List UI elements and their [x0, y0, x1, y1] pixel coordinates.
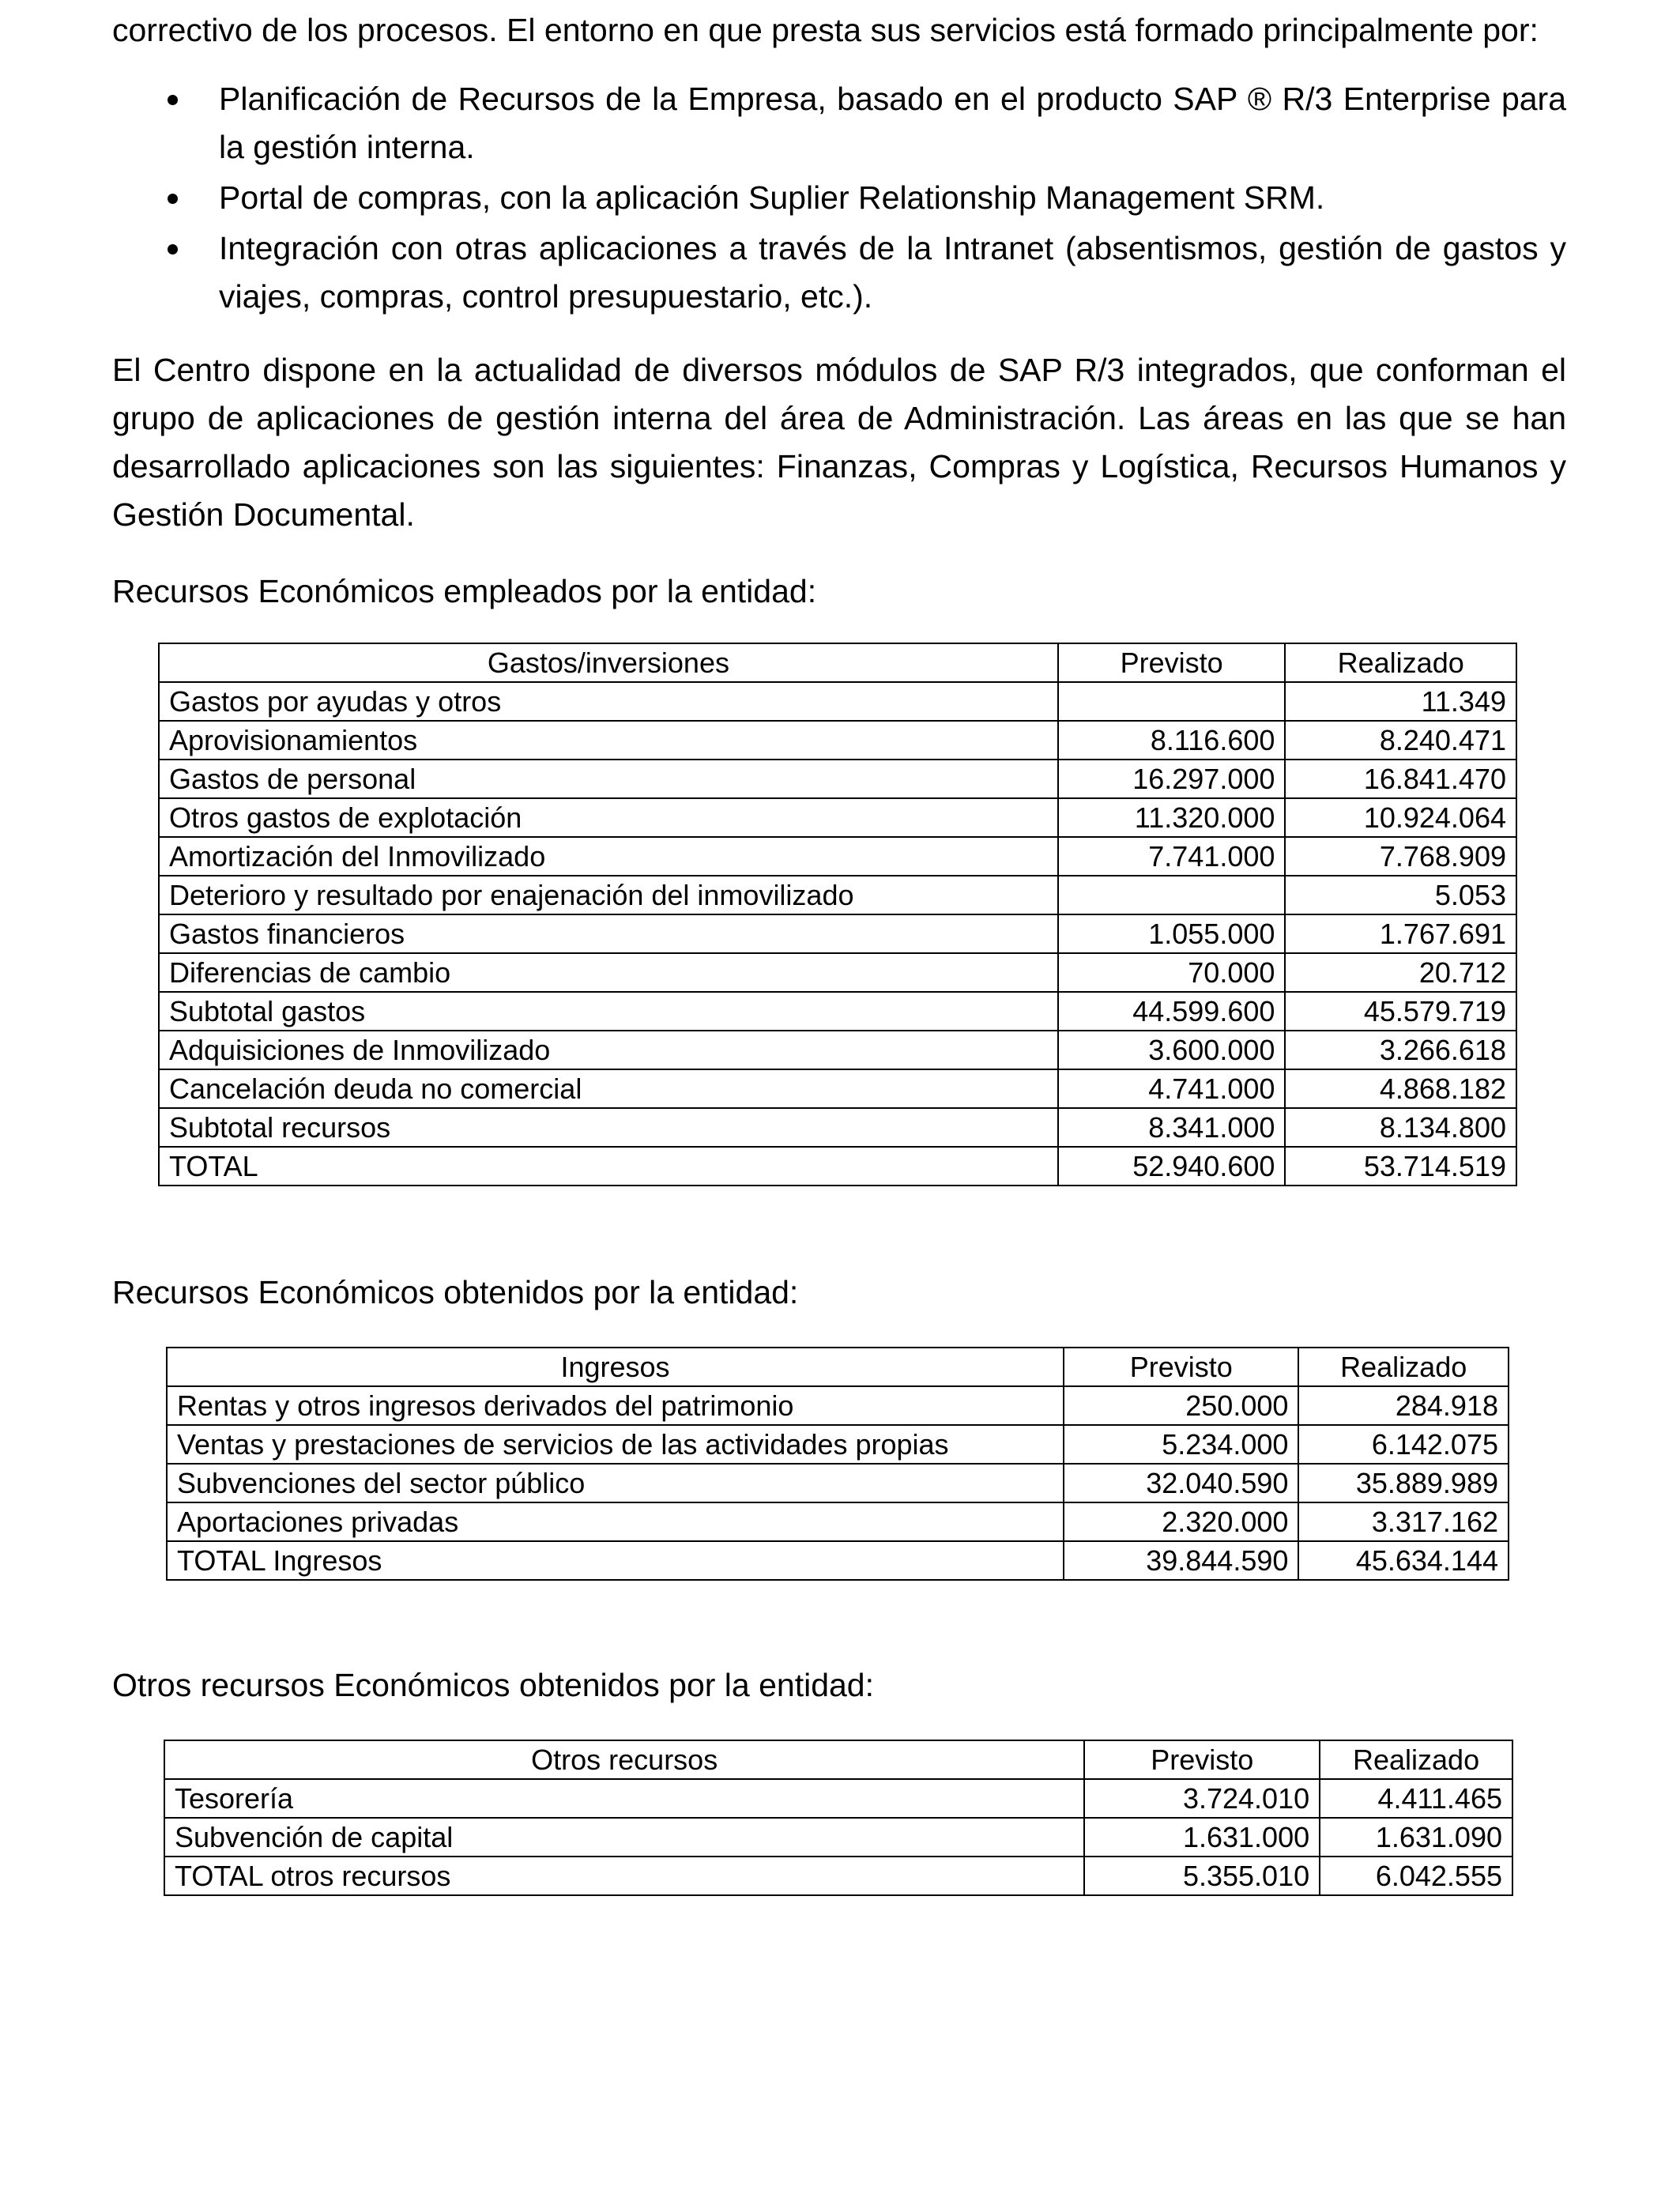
table-row [167, 1464, 1509, 1502]
realizado-cell: 6.042.555 [1320, 1857, 1512, 1895]
table-row [159, 953, 1516, 992]
empleados-heading: Recursos Económicos empleados por la entidad: [112, 573, 817, 609]
realizado-cell: 16.841.470 [1285, 760, 1516, 798]
realizado-cell: 6.142.075 [1298, 1425, 1509, 1464]
realizado-cell: 1.631.090 [1320, 1818, 1512, 1857]
row-label-cell: Subvención de capital [164, 1818, 1084, 1857]
column-header: Gastos/inversiones [159, 643, 1058, 682]
realizado-cell: 5.053 [1285, 876, 1516, 914]
table-header-row [164, 1740, 1512, 1779]
column-header: Otros recursos [164, 1740, 1084, 1779]
table-row [167, 1541, 1509, 1580]
realizado-cell: 1.767.691 [1285, 914, 1516, 953]
empleados-table-body [159, 682, 1516, 1186]
table-row [159, 914, 1516, 953]
realizado-cell: 45.634.144 [1298, 1541, 1509, 1580]
bullet-item [112, 174, 1566, 222]
row-label-cell: Diferencias de cambio [159, 953, 1058, 992]
realizado-cell: 8.134.800 [1285, 1108, 1516, 1147]
row-label-cell: Gastos financieros [159, 914, 1058, 953]
previsto-cell: 52.940.600 [1058, 1147, 1286, 1186]
row-label-cell: Subvenciones del sector público [167, 1464, 1064, 1502]
otros-table-body [164, 1779, 1512, 1895]
row-label-cell: Adquisiciones de Inmovilizado [159, 1031, 1058, 1069]
intro-paragraph: correctivo de los procesos. El entorno en que presta sus servicios está formado principalmente por: [112, 12, 1539, 48]
column-header: Previsto [1064, 1348, 1298, 1386]
previsto-cell: 16.297.000 [1058, 760, 1286, 798]
previsto-cell: 32.040.590 [1064, 1464, 1298, 1502]
previsto-cell: 5.234.000 [1064, 1425, 1298, 1464]
realizado-cell: 45.579.719 [1285, 992, 1516, 1031]
table-row [164, 1857, 1512, 1895]
row-label-cell: Gastos de personal [159, 760, 1058, 798]
row-label-cell: Aportaciones privadas [167, 1502, 1064, 1541]
previsto-cell [1058, 876, 1286, 914]
table-header-row [159, 643, 1516, 682]
column-header: Previsto [1084, 1740, 1320, 1779]
previsto-cell: 44.599.600 [1058, 992, 1286, 1031]
realizado-cell: 11.349 [1285, 682, 1516, 721]
column-header: Realizado [1320, 1740, 1512, 1779]
realizado-cell: 8.240.471 [1285, 721, 1516, 760]
obtenidos-table [166, 1347, 1509, 1581]
row-label-cell: TOTAL otros recursos [164, 1857, 1084, 1895]
table-row [159, 682, 1516, 721]
realizado-cell: 35.889.989 [1298, 1464, 1509, 1502]
previsto-cell: 39.844.590 [1064, 1541, 1298, 1580]
row-label-cell: Cancelación deuda no comercial [159, 1069, 1058, 1108]
realizado-cell: 7.768.909 [1285, 837, 1516, 876]
obtenidos-table-body [167, 1386, 1509, 1580]
realizado-cell: 4.868.182 [1285, 1069, 1516, 1108]
table-row [159, 760, 1516, 798]
row-label-cell: Subtotal recursos [159, 1108, 1058, 1147]
row-label-cell: TOTAL [159, 1147, 1058, 1186]
realizado-cell: 10.924.064 [1285, 798, 1516, 837]
row-label-cell: Subtotal gastos [159, 992, 1058, 1031]
bullet-text: Integración con otras aplicaciones a través de la Intranet (absentismos, gestión de gastos y viajes, compras, control presupuestario, etc.). [219, 230, 1566, 315]
row-label-cell: Rentas y otros ingresos derivados del patrimonio [167, 1386, 1064, 1425]
realizado-cell: 53.714.519 [1285, 1147, 1516, 1186]
table-row [164, 1779, 1512, 1818]
previsto-cell: 1.055.000 [1058, 914, 1286, 953]
table-row [159, 798, 1516, 837]
realizado-cell: 284.918 [1298, 1386, 1509, 1425]
previsto-cell: 4.741.000 [1058, 1069, 1286, 1108]
table-row [167, 1425, 1509, 1464]
column-header: Realizado [1285, 643, 1516, 682]
table-row [167, 1502, 1509, 1541]
row-label-cell: Gastos por ayudas y otros [159, 682, 1058, 721]
table-row [164, 1818, 1512, 1857]
column-header: Realizado [1298, 1348, 1509, 1386]
realizado-cell: 3.317.162 [1298, 1502, 1509, 1541]
bullet-dot-icon [168, 194, 178, 204]
table-row [159, 1147, 1516, 1186]
previsto-cell: 11.320.000 [1058, 798, 1286, 837]
row-label-cell: TOTAL Ingresos [167, 1541, 1064, 1580]
row-label-cell: Deterioro y resultado por enajenación del inmovilizado [159, 876, 1058, 914]
bullet-dot-icon [168, 95, 178, 105]
document-page [112, 0, 1566, 1896]
table-row [167, 1386, 1509, 1425]
row-label-cell: Ventas y prestaciones de servicios de las actividades propias [167, 1425, 1064, 1464]
table-header-row [167, 1348, 1509, 1386]
row-label-cell: Aprovisionamientos [159, 721, 1058, 760]
bullet-dot-icon [168, 244, 178, 254]
previsto-cell: 250.000 [1064, 1386, 1298, 1425]
realizado-cell: 4.411.465 [1320, 1779, 1512, 1818]
previsto-cell [1058, 682, 1286, 721]
table-row [159, 1108, 1516, 1147]
table-row [159, 1069, 1516, 1108]
realizado-cell: 20.712 [1285, 953, 1516, 992]
otros-heading: Otros recursos Económicos obtenidos por la entidad: [112, 1667, 875, 1703]
bullet-item [112, 75, 1566, 172]
otros-table [164, 1740, 1513, 1896]
bullet-text: Planificación de Recursos de la Empresa, basado en el producto SAP ® R/3 Enterprise para la gestión interna. [219, 81, 1566, 165]
previsto-cell: 8.116.600 [1058, 721, 1286, 760]
previsto-cell: 8.341.000 [1058, 1108, 1286, 1147]
environment-bullet-list [112, 75, 1566, 321]
bullet-text: Portal de compras, con la aplicación Suplier Relationship Management SRM. [219, 179, 1325, 216]
column-header: Ingresos [167, 1348, 1064, 1386]
previsto-cell: 70.000 [1058, 953, 1286, 992]
realizado-cell: 3.266.618 [1285, 1031, 1516, 1069]
row-label-cell: Tesorería [164, 1779, 1084, 1818]
previsto-cell: 3.724.010 [1084, 1779, 1320, 1818]
table-row [159, 992, 1516, 1031]
table-row [159, 837, 1516, 876]
bullet-item [112, 224, 1566, 321]
table-row [159, 1031, 1516, 1069]
row-label-cell: Amortización del Inmovilizado [159, 837, 1058, 876]
previsto-cell: 7.741.000 [1058, 837, 1286, 876]
previsto-cell: 3.600.000 [1058, 1031, 1286, 1069]
empleados-table [158, 643, 1517, 1186]
previsto-cell: 2.320.000 [1064, 1502, 1298, 1541]
modules-paragraph: El Centro dispone en la actualidad de diversos módulos de SAP R/3 integrados, que conforman el grupo de aplicaciones de gestión interna del área de Administración. Las áreas en las que se han desarrollado aplicaciones son las siguientes: Finanzas, Compras y Logística, Recursos Humanos y Gestión Documental. [112, 352, 1566, 533]
column-header: Previsto [1058, 643, 1286, 682]
table-row [159, 721, 1516, 760]
previsto-cell: 5.355.010 [1084, 1857, 1320, 1895]
previsto-cell: 1.631.000 [1084, 1818, 1320, 1857]
row-label-cell: Otros gastos de explotación [159, 798, 1058, 837]
obtenidos-heading: Recursos Económicos obtenidos por la entidad: [112, 1274, 799, 1310]
table-row [159, 876, 1516, 914]
